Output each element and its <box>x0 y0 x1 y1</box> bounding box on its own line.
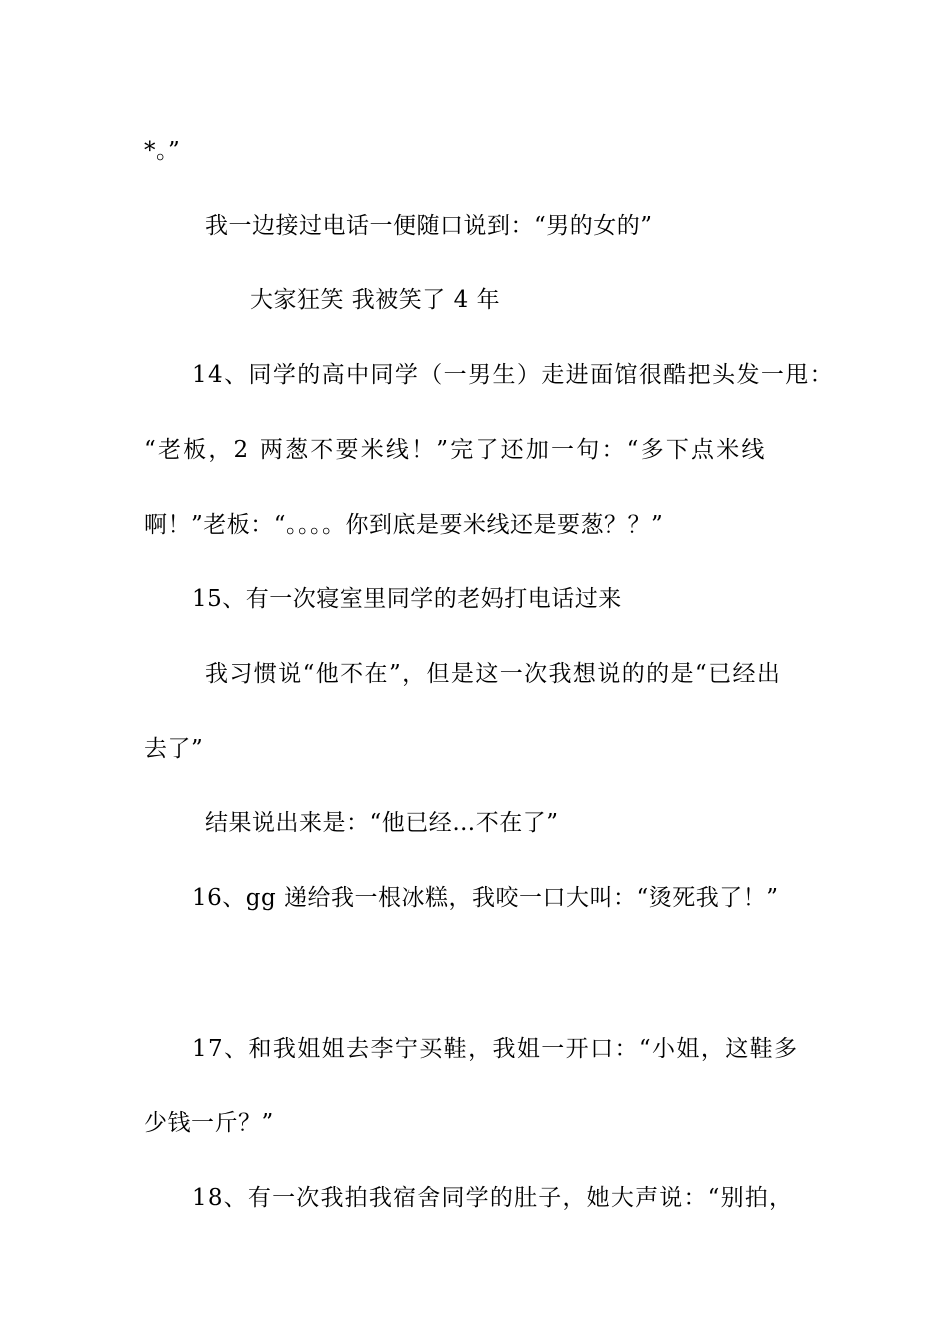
text-line: 大家狂笑 我被笑了 4 年 <box>250 287 501 313</box>
text-line: 14、同学的高中同学（一男生）走进面馆很酷把头发一甩： <box>192 362 835 388</box>
text-line: 啊！”老板：“。。。。你到底是要米线还是要葱？？” <box>144 512 664 538</box>
text-line: 16、gg 递给我一根冰糕，我咬一口大叫：“烫死我了！” <box>192 885 779 911</box>
text-line: “老板，2 两葱不要米线！”完了还加一句：“多下点米线 <box>144 437 767 463</box>
text-line: 17、和我姐姐去李宁买鞋，我姐一开口：“小姐，这鞋多 <box>192 1036 799 1062</box>
text-line: 我一边接过电话一便随口说到：“男的女的” <box>205 213 653 239</box>
text-line: 结果说出来是：“他已经…不在了” <box>205 810 559 836</box>
text-line: 去了” <box>144 736 204 762</box>
text-line: 18、有一次我拍我宿舍同学的肚子，她大声说：“别拍， <box>192 1185 794 1211</box>
text-line: *。” <box>144 138 181 164</box>
text-line: 我习惯说“他不在”，但是这一次我想说的的是“已经出 <box>205 661 782 687</box>
text-line: 少钱一斤？” <box>144 1110 274 1136</box>
text-line: 15、有一次寝室里同学的老妈打电话过来 <box>192 586 622 612</box>
